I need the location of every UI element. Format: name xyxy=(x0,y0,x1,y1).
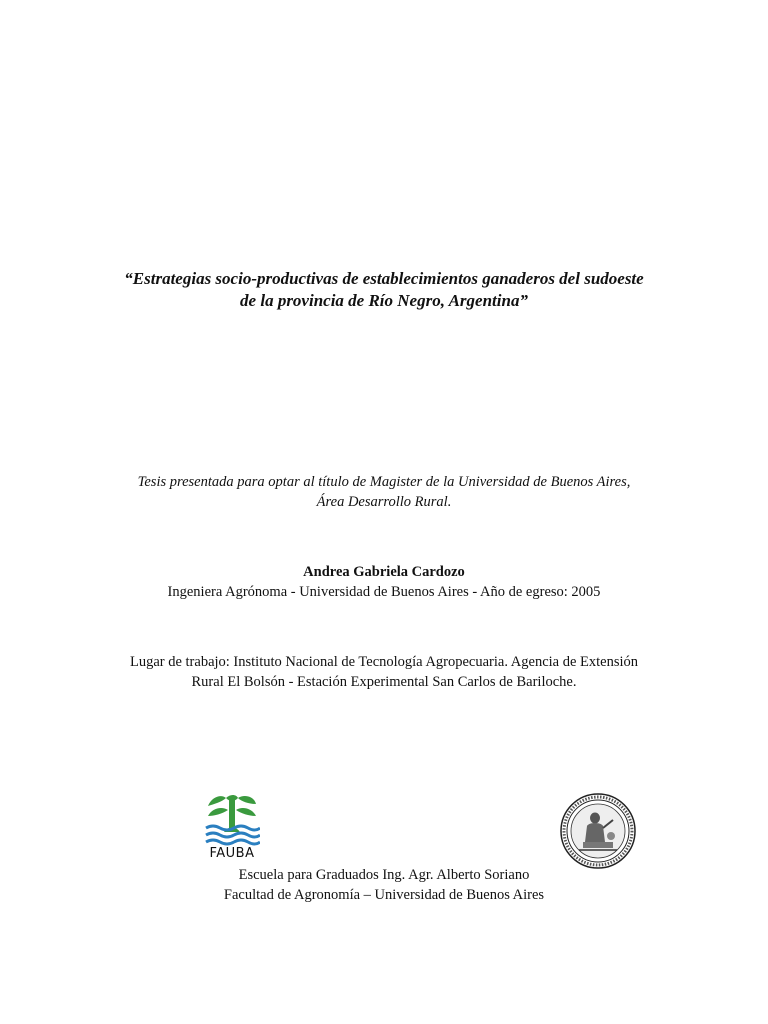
footer-line-2: Facultad de Agronomía – Universidad de Buenos Aires xyxy=(223,887,545,903)
title-line-1: “Estrategias socio-productivas de establecimientos ganaderos del sudoeste xyxy=(124,269,644,288)
author-name: Andrea Gabriela Cardozo xyxy=(303,564,465,580)
workplace xyxy=(0,652,768,692)
workplace-line-1: Lugar de trabajo: Instituto Nacional de Tecnología Agropecuaria. Agencia de Extensión xyxy=(129,654,639,670)
workplace-line-2: Rural El Bolsón - Estación Experimental San Carlos de Bariloche. xyxy=(191,674,577,690)
fauba-label: FAUBA xyxy=(209,846,255,861)
institution-footer xyxy=(0,865,768,905)
footer-line-1: Escuela para Graduados Ing. Agr. Alberto Soriano xyxy=(238,867,530,883)
title-line-2: de la provincia de Río Negro, Argentina” xyxy=(240,291,528,310)
thesis-line-1: Tesis presentada para optar al título de Magister de la Universidad de Buenos Aires, xyxy=(137,474,631,490)
thesis-line-2: Área Desarrollo Rural. xyxy=(316,494,452,510)
uba-seal-icon xyxy=(559,792,637,870)
thesis-statement xyxy=(0,472,768,512)
author-degree: Ingeniera Agrónoma - Universidad de Buenos Aires - Año de egreso: 2005 xyxy=(167,584,601,600)
thesis-title xyxy=(0,268,768,312)
